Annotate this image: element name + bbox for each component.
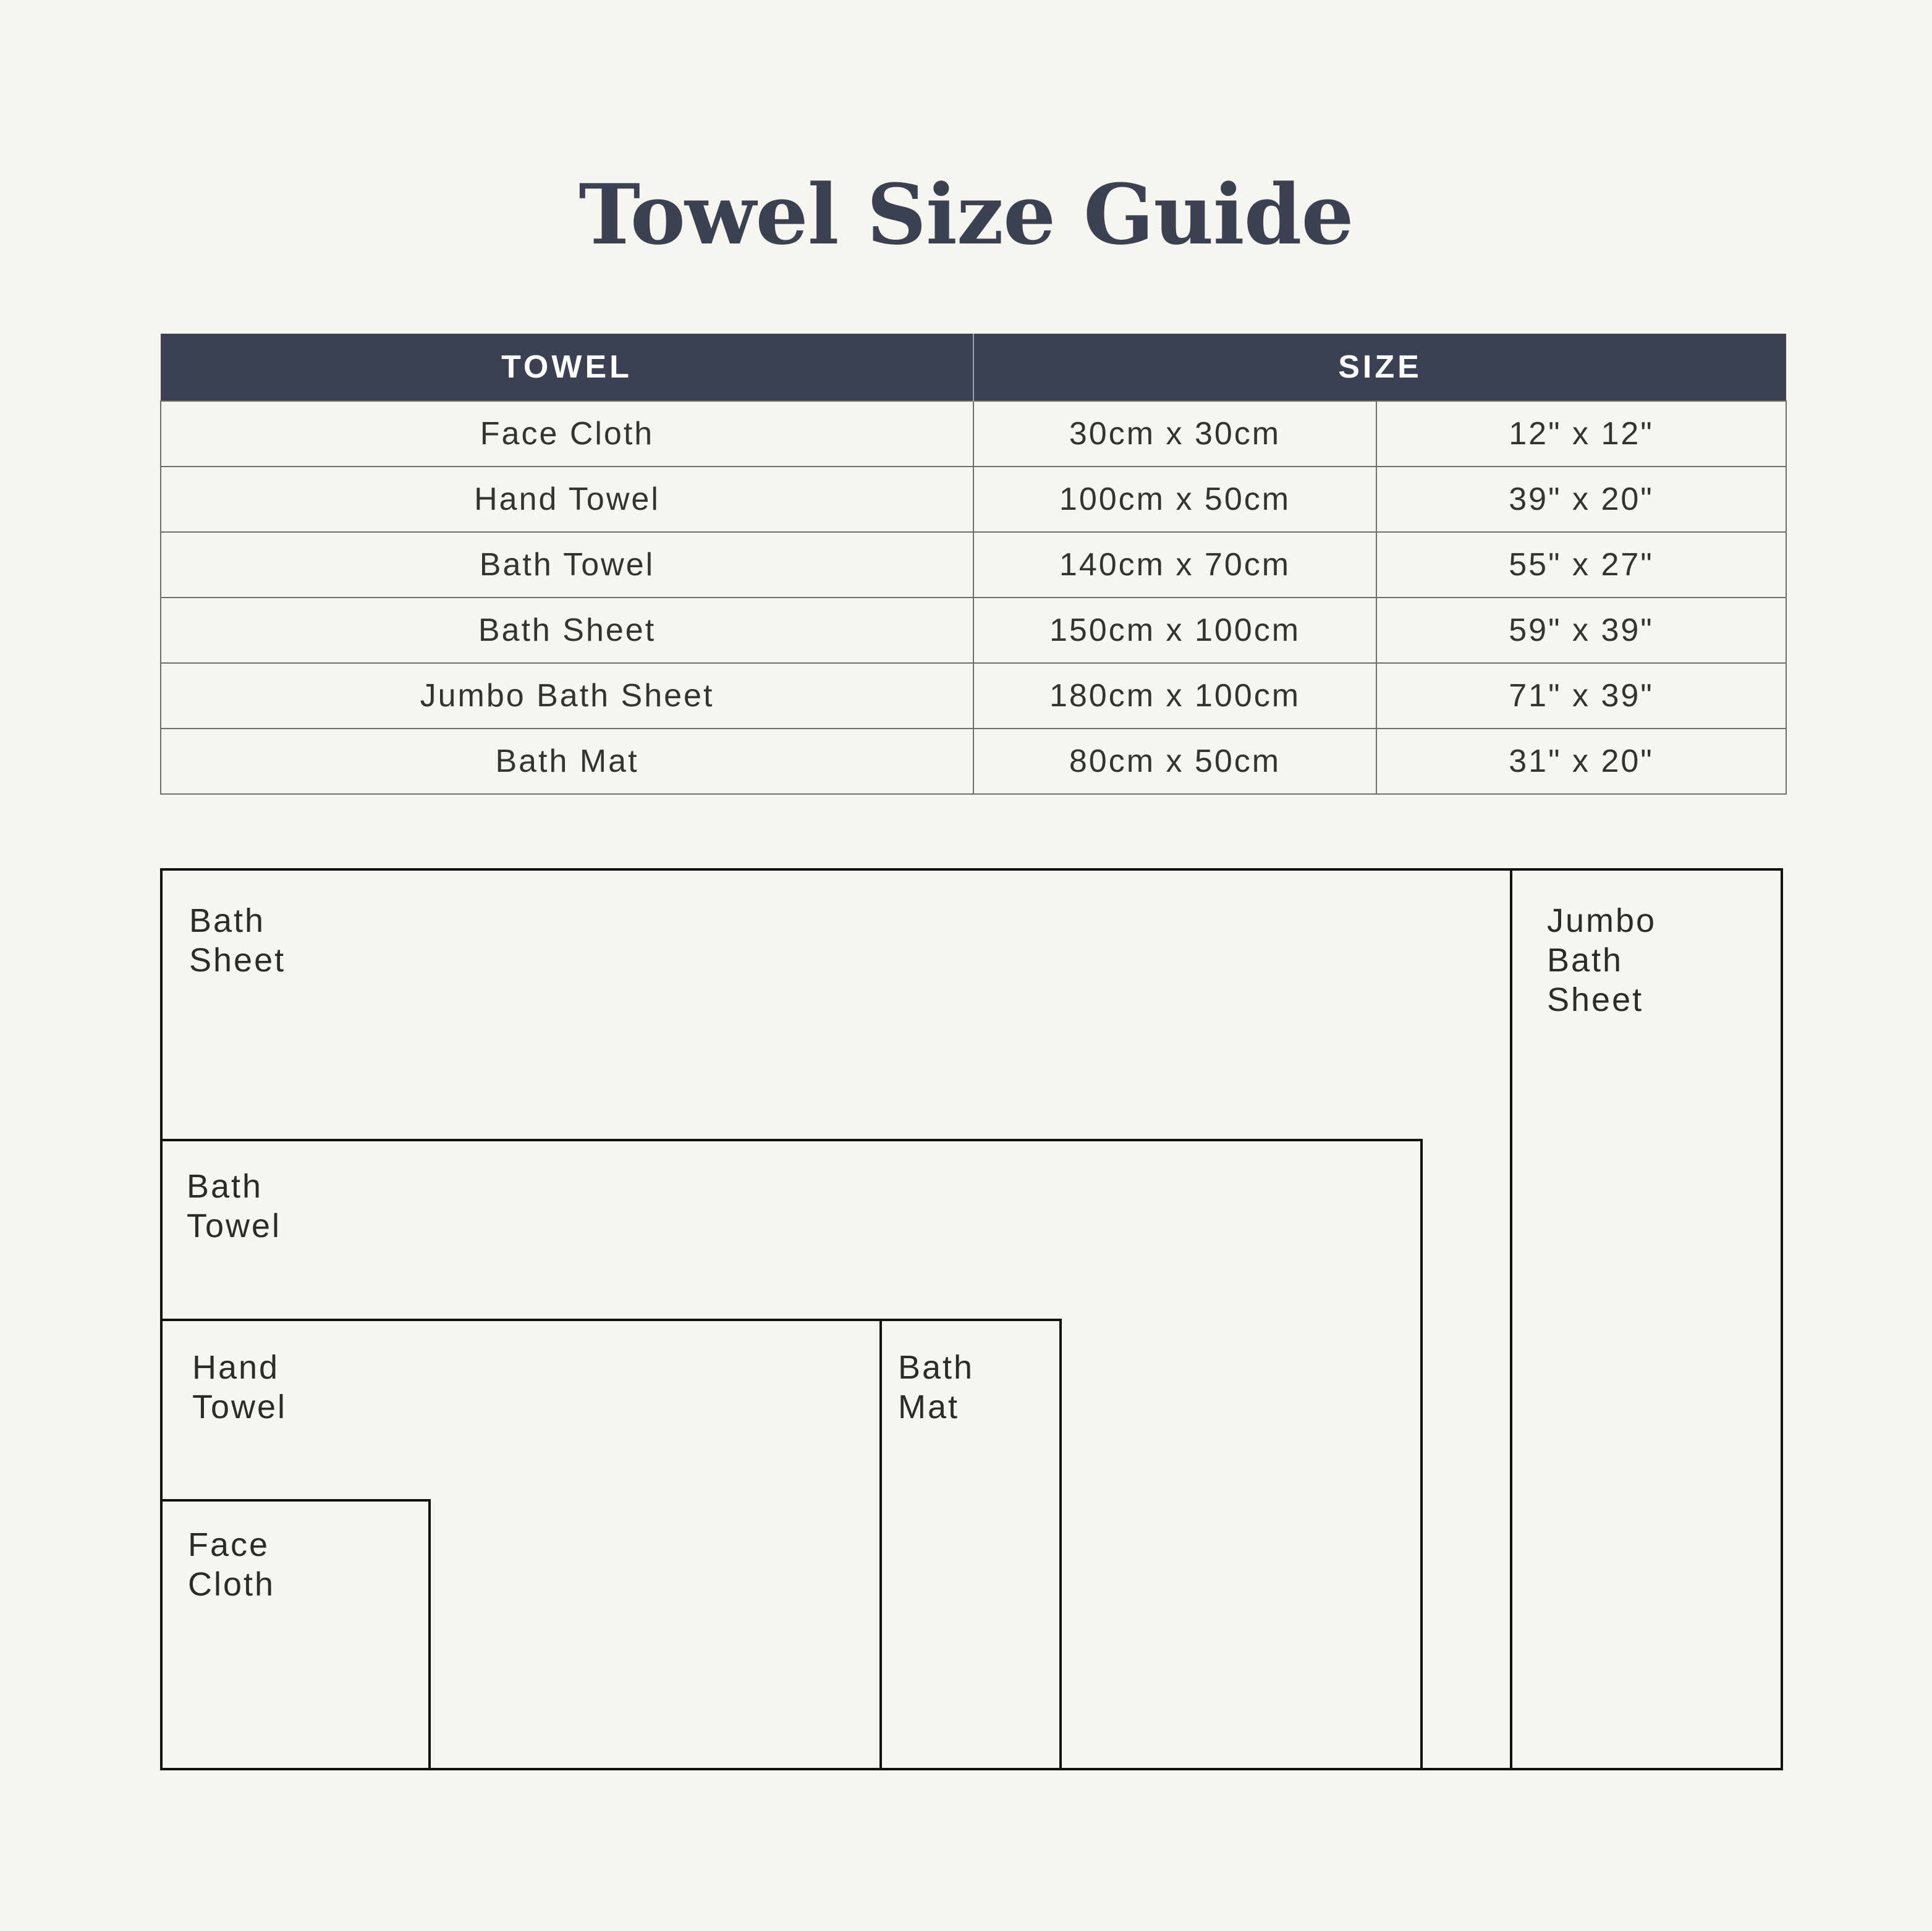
imperial-size-cell: 59" x 39"	[1376, 598, 1786, 663]
towel-name-cell: Bath Sheet	[161, 598, 973, 663]
jumbo-bath-sheet-label	[1547, 901, 1656, 1020]
size-table	[160, 334, 1787, 795]
metric-size-cell: 30cm x 30cm	[973, 401, 1376, 467]
imperial-size-cell: 55" x 27"	[1376, 532, 1786, 598]
metric-size-cell: 80cm x 50cm	[973, 729, 1376, 794]
table-row	[161, 663, 1786, 729]
header-towel: TOWEL	[161, 334, 973, 401]
towel-name-cell: Jumbo Bath Sheet	[161, 663, 973, 729]
metric-size-cell: 150cm x 100cm	[973, 598, 1376, 663]
towel-name-cell: Face Cloth	[161, 401, 973, 467]
bath-sheet-label: Bath Sheet	[189, 902, 286, 979]
table-row	[161, 598, 1786, 663]
jumbo-bath-sheet-label-line2: Sheet	[1547, 981, 1644, 1018]
metric-size-cell: 180cm x 100cm	[973, 663, 1376, 729]
towel-name-cell: Bath Mat	[161, 729, 973, 794]
bath-mat-label: Bath Mat	[898, 1349, 975, 1426]
table-row	[161, 467, 1786, 532]
jumbo-bath-sheet-divider	[1510, 868, 1512, 1770]
page-title: Towel Size Guide	[578, 165, 1354, 263]
jumbo-bath-sheet-label-line1: Jumbo Bath	[1547, 902, 1657, 979]
towel-name-cell: Hand Towel	[161, 467, 973, 532]
imperial-size-cell: 39" x 20"	[1376, 467, 1786, 532]
metric-size-cell: 100cm x 50cm	[973, 467, 1376, 532]
header-size: SIZE	[973, 334, 1786, 401]
table-row	[161, 401, 1786, 467]
face-cloth-label: Face Cloth	[188, 1526, 276, 1603]
imperial-size-cell: 31" x 20"	[1376, 729, 1786, 794]
hand-towel-label: Hand Towel	[192, 1349, 287, 1426]
table-row	[161, 532, 1786, 598]
metric-size-cell: 140cm x 70cm	[973, 532, 1376, 598]
table-row	[161, 729, 1786, 794]
imperial-size-cell: 71" x 39"	[1376, 663, 1786, 729]
towel-name-cell: Bath Towel	[161, 532, 973, 598]
imperial-size-cell: 12" x 12"	[1376, 401, 1786, 467]
bath-towel-label: Bath Towel	[187, 1168, 282, 1244]
table-header-row	[161, 334, 1786, 401]
